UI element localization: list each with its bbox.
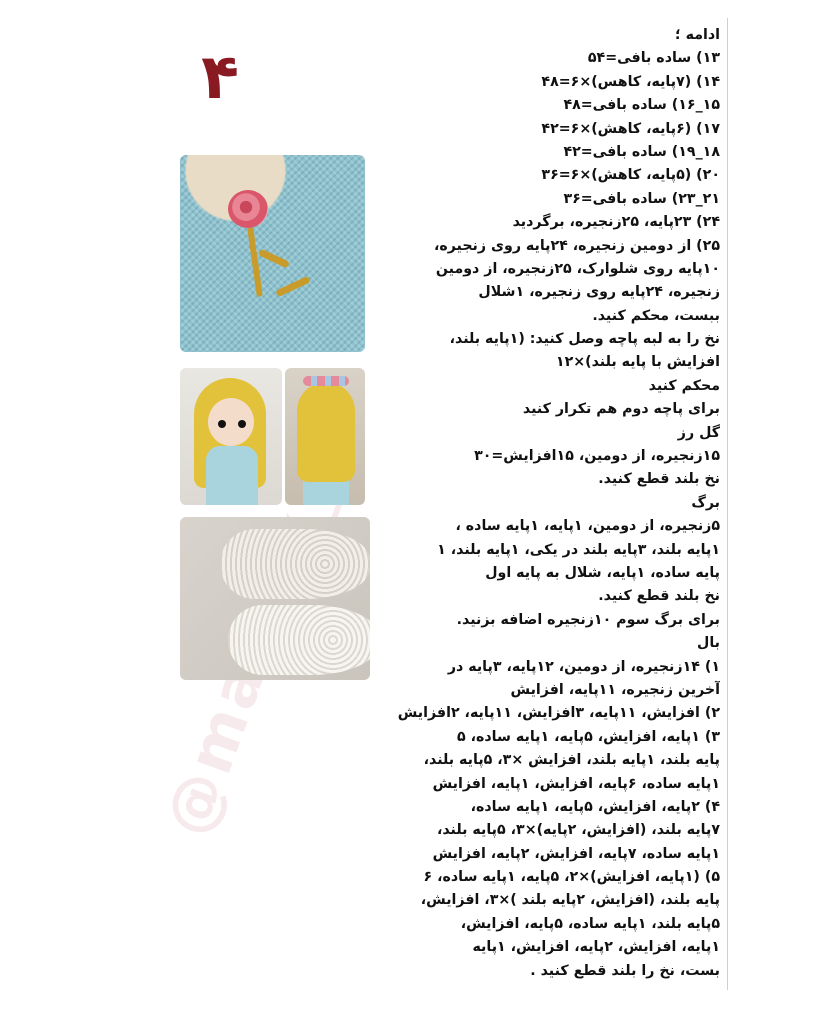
instruction-line: محکم کنید [648, 377, 720, 394]
instruction-line: ۲۵) از دومین زنجیره، ۲۴پایه روی زنجیره، [433, 237, 720, 254]
crochet-soles-photo [180, 517, 370, 680]
leaf-shape [258, 249, 290, 269]
instruction-line: پایه ساده، ۱پایه، شلال به پایه اول [485, 564, 720, 581]
instruction-line: ۱پایه بلند، ۳پایه بلند در یکی، ۱پایه بلند، ۱ [437, 541, 720, 558]
instruction-line: پایه بلند، (افزایش، ۲پایه بلند )×۳، افزایش، [420, 892, 720, 909]
instruction-line: ۲) افزایش، ۱۱پایه، ۳افزایش، ۱۱پایه، ۲افزایش [397, 705, 720, 722]
instruction-line: نخ بلند قطع کنید. [598, 471, 720, 488]
instruction-line: ۵زنجیره، از دومین، ۱پایه، ۱پایه ساده ، [455, 518, 720, 535]
instruction-line: نخ را به لبه پاچه وصل کنید: (۱پایه بلند، [449, 331, 720, 348]
instruction-line: ۱۵زنجیره، از دومین، ۱۵افزایش=۳۰ [474, 448, 720, 465]
instruction-line: افزایش با پایه بلند)×۱۲ [555, 354, 720, 371]
instruction-line: بست، نخ را بلند قطع کنید . [530, 962, 720, 979]
instruction-line: ۲۰) (۵پایه، کاهش)×۶=۳۶ [541, 167, 720, 184]
instruction-line: برای برگ سوم ۱۰زنجیره اضافه بزنید. [456, 611, 720, 628]
instruction-line: گل رز [677, 424, 720, 441]
instruction-line: ۱پایه، افزایش، ۲پایه، افزایش، ۱پایه [472, 939, 720, 956]
instruction-line: پایه بلند، ۱پایه بلند، افزایش ×۳، ۵پایه بلند، [423, 752, 720, 769]
instruction-line: برگ [691, 494, 720, 511]
instruction-line: ۳) ۱پایه، افزایش، ۵پایه، ۱پایه ساده، ۵ [457, 728, 720, 745]
doll-face [208, 398, 254, 446]
instruction-line: ۱۸_۱۹) ساده بافی=۴۲ [563, 143, 720, 160]
rose-shape [228, 190, 268, 228]
instruction-line: برای پاچه دوم هم تکرار کنید [522, 401, 720, 418]
doll-hair [297, 382, 355, 482]
instruction-line: ۴) ۲پایه، افزایش، ۵پایه، ۱پایه ساده، [470, 798, 720, 815]
instruction-line: ۱پایه ساده، ۷پایه، افزایش، ۲پایه، افزایش [432, 845, 720, 862]
instruction-line: ۷پایه بلند، (افزایش، ۲پایه)×۳، ۵پایه بلند، [436, 822, 720, 839]
instruction-line: ۱۷) (۶پایه، کاهش)×۶=۴۲ [541, 120, 720, 137]
instruction-line: ۱۵_۱۶) ساده بافی=۴۸ [563, 97, 720, 114]
instruction-line: ادامه ؛ [674, 27, 720, 43]
instruction-line: ببست، محکم کنید. [592, 307, 720, 324]
doll-eye [218, 420, 226, 428]
crochet-sole [228, 605, 370, 675]
instruction-line: نخ بلند قطع کنید. [598, 588, 720, 605]
instruction-line: ۵پایه بلند، ۱پایه ساده، ۵پایه، افزایش، [460, 915, 720, 932]
instruction-line: زنجیره، ۲۴پایه روی زنجیره، ۱شلال [478, 284, 720, 301]
doll-flower-crown [303, 376, 349, 386]
instruction-line: آخرین زنجیره، ۱۱پایه، افزایش [510, 681, 720, 698]
page-number: ۴ [201, 40, 239, 113]
stem-shape [247, 227, 263, 297]
instruction-line: ۱پایه ساده، ۶پایه، افزایش، ۱پایه، افزایش [432, 775, 720, 792]
instruction-line: ۲۴) ۲۳پایه، ۲۵زنجیره، برگردید [512, 214, 720, 231]
instruction-line: ۲۱_۲۳) ساده بافی=۳۶ [563, 190, 720, 207]
column-divider [727, 18, 728, 990]
instruction-line: ۱) ۱۴زنجیره، از دومین، ۱۲پایه، ۳پایه در [447, 658, 720, 675]
pattern-instructions [380, 24, 720, 983]
doll-body [206, 446, 258, 505]
leaf-shape [275, 276, 311, 298]
instruction-line: ۵) (۱پایه، افزایش)×۲، ۵پایه، ۱پایه ساده، ۶ [423, 869, 720, 886]
instruction-line: ۱۰پایه روی شلوارک، ۲۵زنجیره، از دومین [435, 260, 720, 277]
doll-front-photo [180, 368, 282, 505]
doll-back-photo [285, 368, 365, 505]
crochet-sole [220, 529, 370, 599]
embroidered-rose-photo [180, 155, 365, 352]
instruction-line: ۱۴) (۷پایه، کاهس)×۶=۴۸ [541, 73, 720, 90]
instruction-line: ۱۳) ساده بافی=۵۴ [587, 50, 720, 67]
doll-eye [238, 420, 246, 428]
instruction-line: بال [697, 635, 720, 652]
